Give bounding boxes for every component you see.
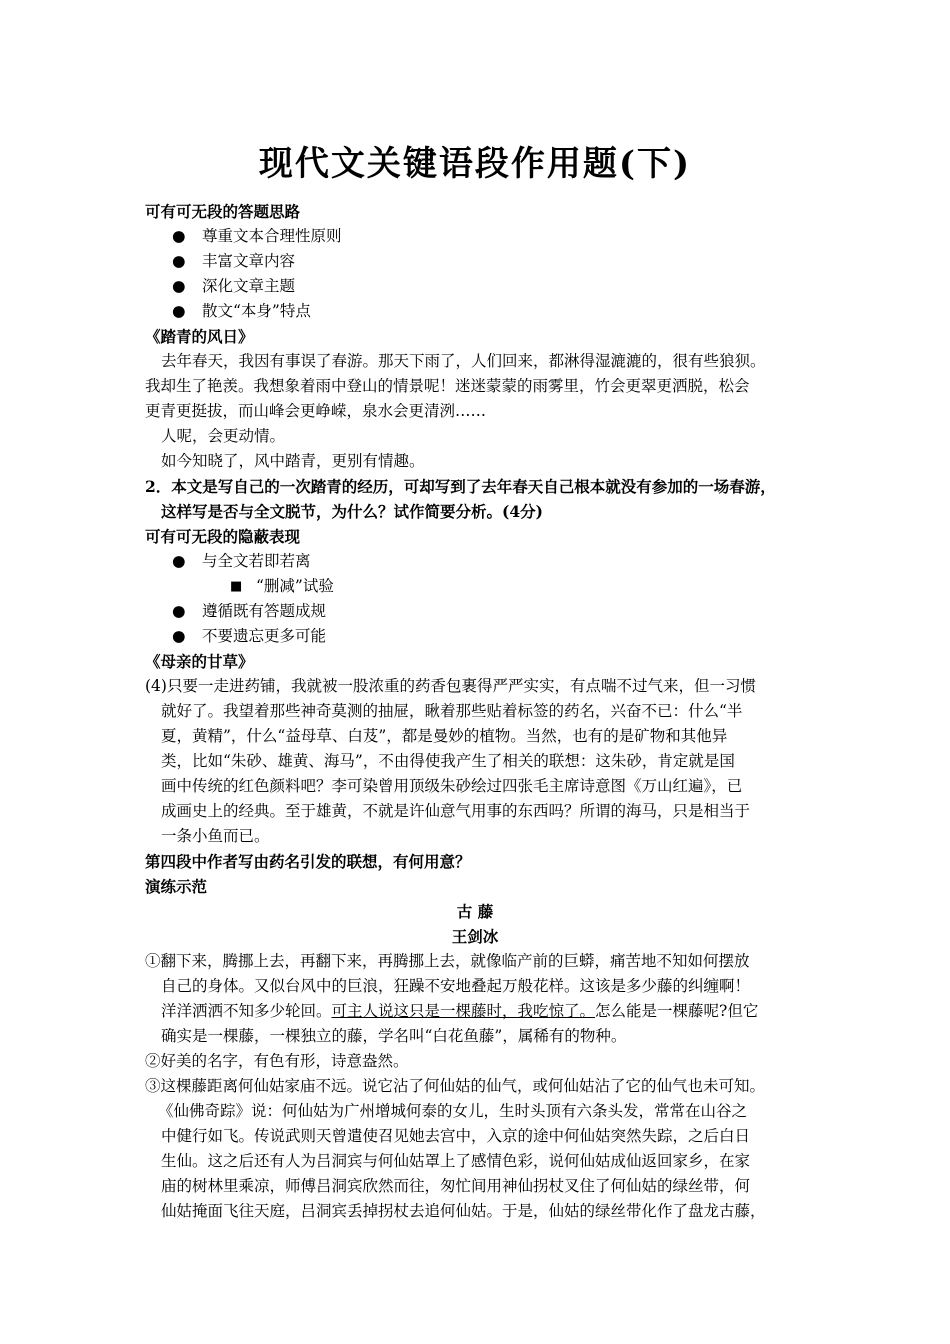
article-line: 生仙。这之后还有人为吕洞宾与何仙姑罩上了感情色彩，说何仙姑成仙返回家乡，在家 [161, 1152, 751, 1170]
text-line: 去年春天，我因有事误了春游。那天下雨了，人们回来，都淋得湿漉漉的，很有些狼狈。 [161, 352, 766, 370]
bullet-item: 遵循既有答题成规 [202, 602, 327, 620]
text-line: 就好了。我望着那些神奇莫测的抽屉，瞅着那些贴着标签的药名，兴奋不已：什么“半 [161, 702, 743, 720]
question-line: 第四段中作者写由药名引发的联想，有何用意？ [145, 852, 471, 871]
text-line: 一条小鱼而已。 [161, 827, 270, 845]
question-line: 这样写是否与全文脱节，为什么？试作简要分析。(4分) [161, 502, 543, 521]
text-line: 更青更挺拔，而山峰会更峥嵘，泉水会更清洌…… [145, 402, 487, 420]
article-line: 仙姑掩面飞往天庭，吕洞宾丢掉拐杖去追何仙姑。于是，仙姑的绿丝带化作了盘龙古藤， [161, 1202, 766, 1220]
document-title: 现代文关键语段作用题(下) [258, 144, 692, 184]
article-line: 中健行如飞。传说武则天曾遣使召见她去宫中，入京的途中何仙姑突然失踪，之后白日 [161, 1127, 751, 1145]
bullet-dot-icon: ● [172, 227, 186, 245]
practice-heading: 演练示范 [145, 877, 208, 896]
text-title: 《母亲的甘草》 [145, 652, 254, 671]
article-line: 《仙佛奇踪》说：何仙姑为广州增城何泰的女儿，生时头顶有六条头发，常常在山谷之 [158, 1102, 748, 1120]
square-bullet-icon: ■ [230, 579, 243, 594]
article-text: 怎么能是一棵藤呢?但它 [595, 1002, 759, 1020]
article-title: 古 藤 [456, 902, 494, 921]
section-heading-answer-approach: 可有可无段的答题思路 [145, 202, 301, 221]
article-line: 确实是一棵藤，一棵独立的藤，学名叫“白花鱼藤”，属稀有的物种。 [161, 1027, 627, 1045]
article-line: ②好美的名字，有色有形，诗意盎然。 [145, 1052, 409, 1070]
article-line: 自己的身体。又似台风中的巨浪，狂躁不安地叠起万般花样。这该是多少藤的纠缠啊！ [161, 977, 751, 995]
text-line: 类，比如“朱砂、雄黄、海马”，不由得使我产生了相关的联想：这朱砂，肯定就是国 [161, 752, 735, 770]
bullet-item: 与全文若即若离 [202, 552, 311, 570]
bullet-item: 散文“本身”特点 [202, 302, 311, 320]
bullet-dot-icon: ● [172, 552, 186, 570]
bullet-dot-icon: ● [172, 627, 186, 645]
article-author: 王剑冰 [451, 927, 499, 946]
text-line: 画中传统的红色颜料吧？李可染曾用顶级朱砂绘过四张毛主席诗意图《万山红遍》，已 [161, 777, 743, 795]
text-line: (4)只要一走进药铺，我就被一股浓重的药香包裹得严严实实，有点喘不过气来，但一习惯 [145, 677, 756, 695]
bullet-item: 丰富文章内容 [202, 252, 296, 270]
bullet-dot-icon: ● [172, 302, 186, 320]
text-line: 我却生了艳羡。我想象着雨中登山的情景呢！迷迷蒙蒙的雨雾里，竹会更翠更洒脱，松会 [145, 377, 750, 395]
bullet-item: 深化文章主题 [202, 277, 296, 295]
bullet-dot-icon: ● [172, 252, 186, 270]
article-line: ③这棵藤距离何仙姑家庙不远。说它沾了何仙姑的仙气，或何仙姑沾了它的仙气也未可知。 [145, 1077, 766, 1095]
question-line: 2．本文是写自己的一次踏青的经历，可却写到了去年春天自己根本就没有参加的一场春游， [145, 477, 776, 496]
text-title: 《踏青的风日》 [145, 327, 254, 346]
sub-bullet-item: “删减”试验 [256, 577, 334, 595]
article-line: 庙的树林里乘凉，师傅吕洞宾欣然而往，匆忙间用神仙拐杖叉住了何仙姑的绿丝带，何 [161, 1177, 751, 1195]
bullet-dot-icon: ● [172, 602, 186, 620]
bullet-item: 尊重文本合理性原则 [202, 227, 342, 245]
text-line: 人呢，会更动情。 [161, 427, 286, 445]
article-text: 洋洋洒洒不知多少轮回。 [161, 1002, 332, 1020]
bullet-dot-icon: ● [172, 277, 186, 295]
text-line: 成画史上的经典。至于雄黄，不就是许仙意气用事的东西吗？所谓的海马，只是相当于 [161, 802, 751, 820]
bullet-item: 不要遗忘更多可能 [202, 627, 327, 645]
text-line: 如今知晓了，风中踏青，更别有情趣。 [161, 452, 425, 470]
text-line: 夏，黄精”，什么“益母草、白芨”，都是曼妙的植物。当然，也有的是矿物和其他异 [161, 727, 728, 745]
section-heading-hidden-forms: 可有可无段的隐蔽表现 [145, 527, 301, 546]
article-line: ①翻下来，腾挪上去，再翻下来，再腾挪上去，就像临产前的巨蟒，痛苦地不知如何摆放 [145, 952, 750, 970]
article-line [161, 999, 758, 1024]
underlined-sentence: 可主人说这只是一棵藤时，我吃惊了。 [331, 1002, 596, 1020]
